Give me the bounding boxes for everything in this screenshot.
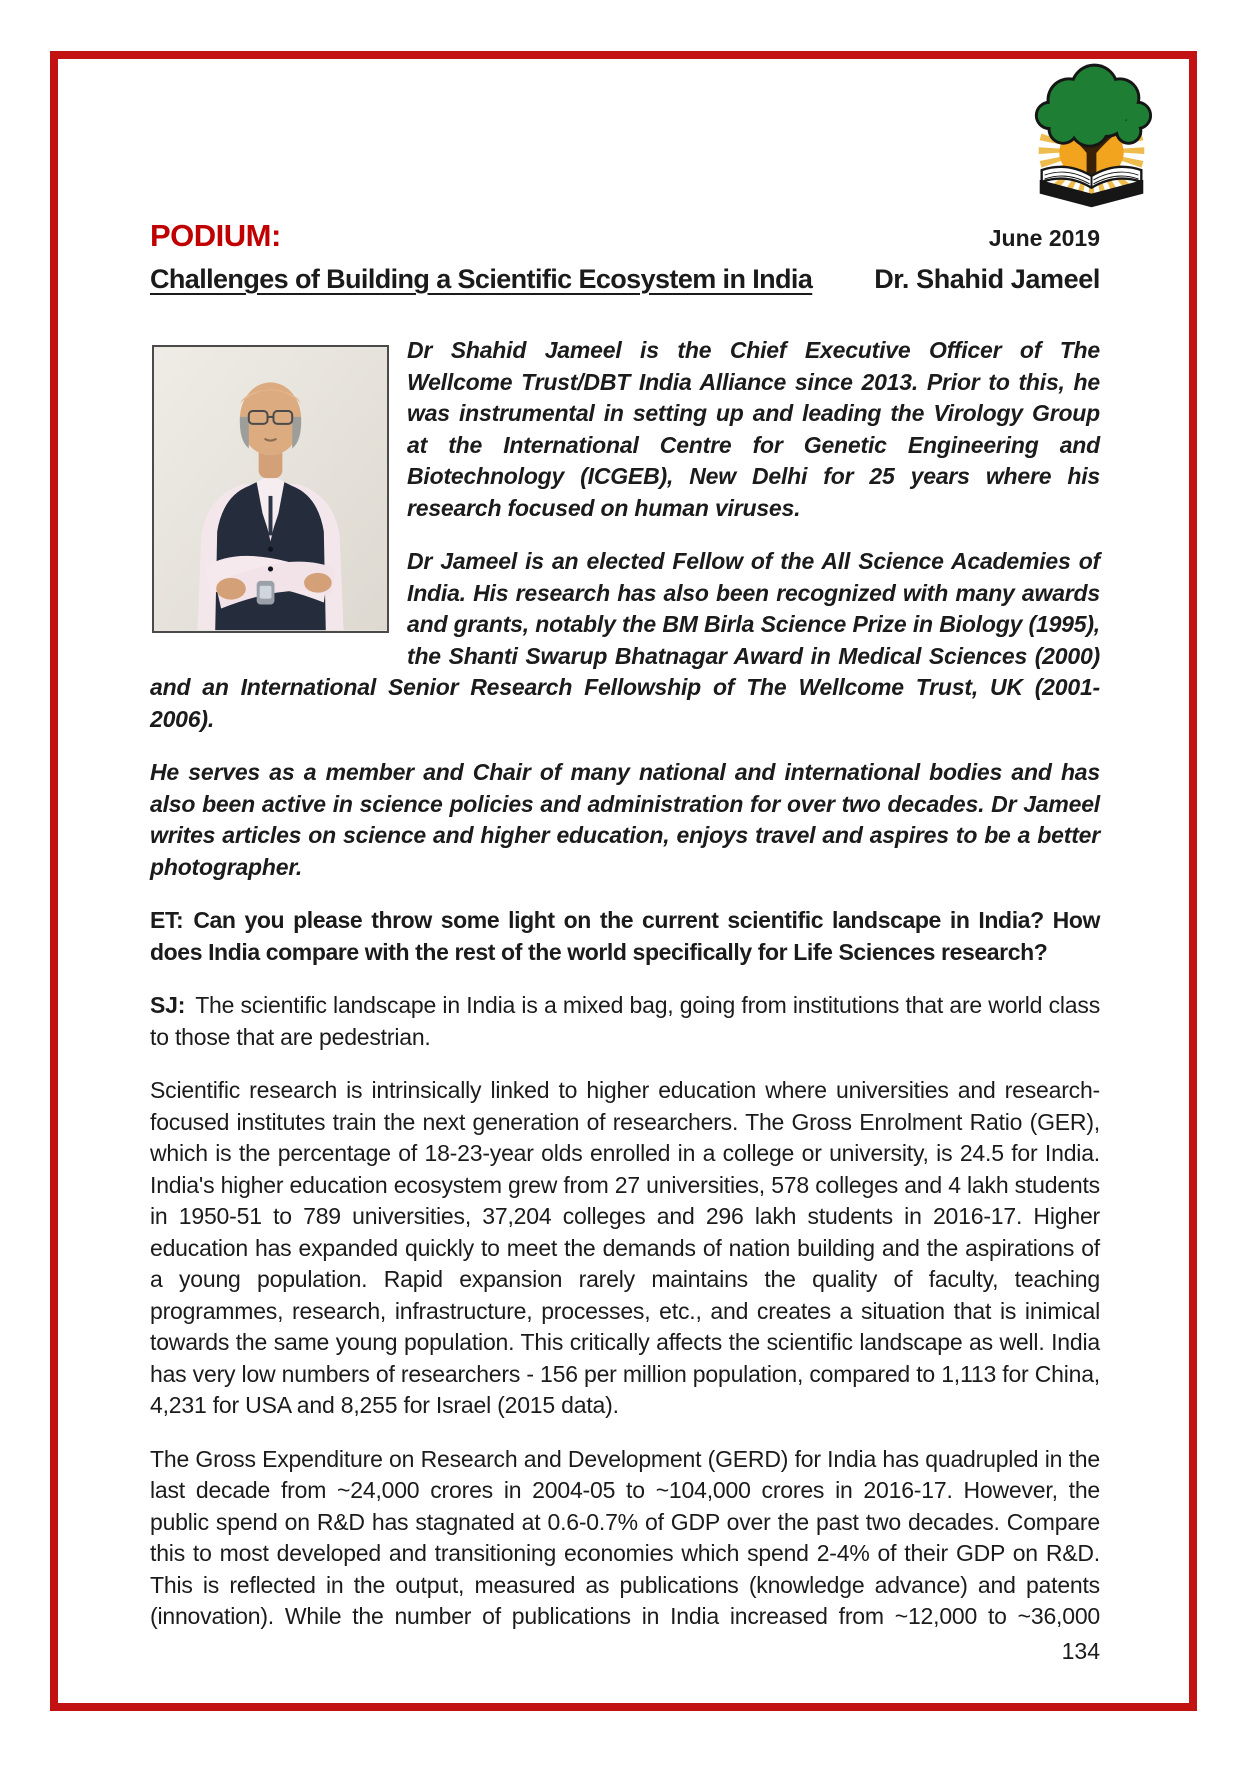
question-label: ET: <box>150 907 184 933</box>
question-text: Can you please throw some light on the current scientific landscape in India? How does India compare with the rest of the world specifically for Life Sciences research? <box>150 907 1100 965</box>
page-number: 134 <box>1061 1638 1100 1664</box>
answer-text-1: The scientific landscape in India is a mixed bag, going from institutions that are world class to those that are pedestrian. <box>150 992 1100 1050</box>
header-row-1 <box>150 218 1100 254</box>
answer-paragraph-3: The Gross Expenditure on Research and Development (GERD) for India has quadrupled in the last decade from ~24,000 crores in 2004-05 to ~104,000 crores in 2016-17. However, the public spend on R&D has stagnated at 0.6-0.7% of GDP over the past two decades. Compare this to most developed and transitioning economies which spend 2-4% of their GDP on R&D. This is reflected in the output, measured as publications (knowledge advance) and patents (innovation). While the number of publications in India increased from ~12,000 to ~36,000 <box>150 1445 1100 1629</box>
article-body <box>150 218 1100 1655</box>
bio-section <box>150 335 1100 883</box>
author-name: Dr. Shahid Jameel <box>874 264 1100 294</box>
issue-date: June 2019 <box>988 225 1100 251</box>
canopy <box>1038 67 1149 145</box>
answer-paragraph-2: Scientific research is intrinsically linked to higher education where universities and research-focused institutes train the next generation of researchers. The Gross Enrolment Ratio (GER), which is the percentage of 18-23-year olds enrolled in a college or university, is 24.5 for India. India's higher education ecosystem grew from 27 universities, 578 colleges and 4 lakh students in 1950-51 to 789 universities, 37,204 colleges and 296 lakh students in 2016-17. Higher education has expanded quickly to meet the demands of nation building and the aspirations of a young population. Rapid expansion rarely maintains the quality of faculty, teaching programmes, research, infrastructure, processes, etc., and creates a situation that is inimical towards the same young population. This critically affects the scientific landscape as well. India has very low numbers of researchers - 156 per million population, compared to 1,113 for China, 4,231 for USA and 8,255 for Israel (2015 data). <box>150 1077 1100 1418</box>
interviewer-question <box>150 905 1100 968</box>
article-title: Challenges of Building a Scientific Ecosystem in India <box>150 264 813 294</box>
tree-book-logo-icon <box>1028 60 1155 208</box>
podium-label: PODIUM: <box>150 218 281 253</box>
answer-paragraph-1 <box>150 990 1100 1053</box>
bio-paragraph-2: Dr Jameel is an elected Fellow of the All Science Academies of India. His research has also been recognized with many awards and grants, notably the BM Birla Science Prize in Biology (1995), the Shanti Swarup Bhatnagar Award in Medical Sciences (2000) and an International Senior Research Fellowship of The Wellcome Trust, UK (2001-2006). <box>150 548 1100 732</box>
header-row-2 <box>150 264 1100 295</box>
bio-paragraph-3: He serves as a member and Chair of many national and international bodies and has also been active in science policies and administration for over two decades. Dr Jameel writes articles on science and higher education, enjoys travel and aspires to be a better photographer. <box>150 759 1100 880</box>
bio-paragraph-1: Dr Shahid Jameel is the Chief Executive Officer of The Wellcome Trust/DBT India Alliance since 2013. Prior to this, he was instrumental in setting up and leading the Virology Group at the International Centre for Genetic Engineering and Biotechnology (ICGEB), New Delhi for 25 years where his research focused on human viruses. <box>407 337 1100 521</box>
answer-label: SJ: <box>150 992 186 1018</box>
portrait-photo <box>152 345 389 633</box>
